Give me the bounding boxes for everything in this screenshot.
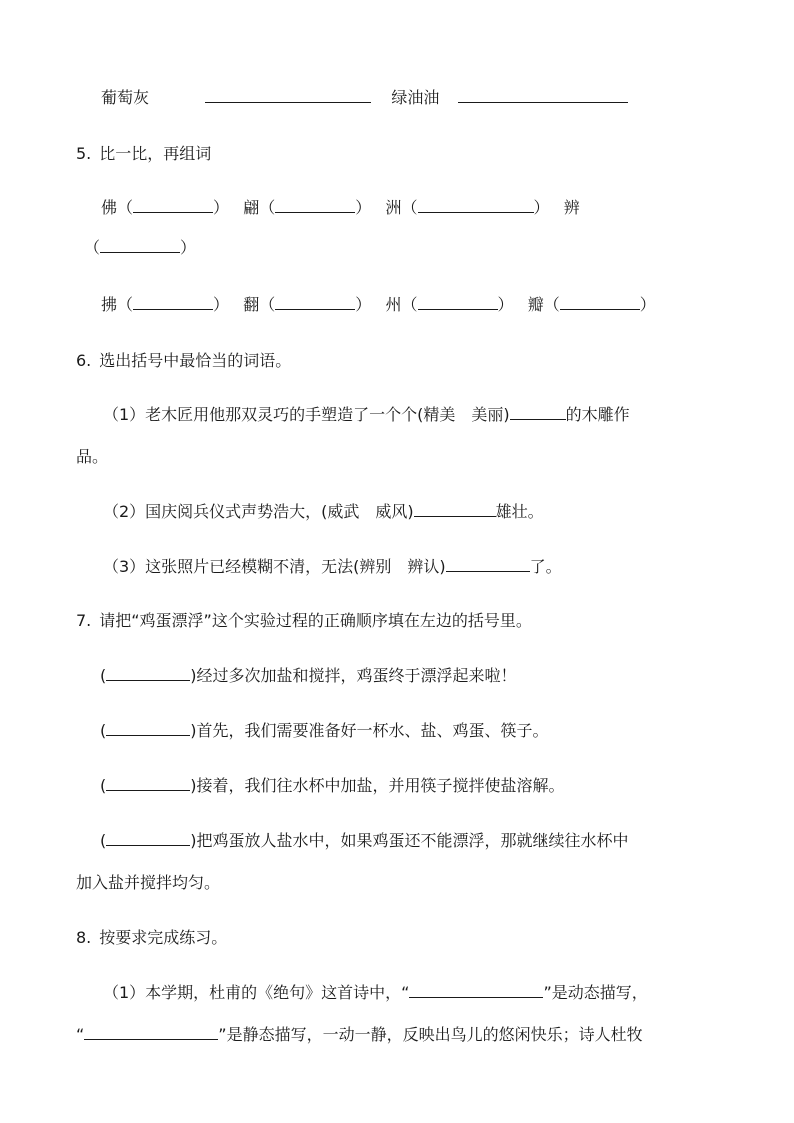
blank-ban[interactable] (560, 294, 640, 310)
blank-green-oily[interactable] (458, 87, 628, 103)
word-green-oily: 绿油油 (391, 88, 440, 107)
blank-zhou-state[interactable] (418, 294, 498, 310)
word-grape-gray: 葡萄灰 (101, 88, 150, 107)
q6-item1: （1）老木匠用他那双灵巧的手塑造了一个个(精美 美丽) 的木雕作 (103, 405, 630, 424)
blank-q7-3[interactable] (106, 775, 190, 791)
q5-row1-wrap: （ ） (84, 238, 197, 257)
blank-q6-1[interactable] (510, 404, 566, 420)
blank-q7-4[interactable] (106, 830, 190, 846)
q6-item3: （3）这张照片已经模糊不清，无法(辨别 辨认) 了。 (103, 557, 562, 576)
q8-title: 8. 按要求完成练习。 (76, 928, 228, 947)
q7-step-d-wrap: 加入盐并搅拌均匀。 (76, 873, 221, 892)
q5-row2: 拂（ ） 翻（ ） 州（ ） 瓣（ ） (101, 295, 656, 314)
q6-title: 6. 选出括号中最恰当的词语。 (76, 351, 292, 370)
q7-step-c: ( )接着，我们往水杯中加盐，并用筷子搅拌使盐溶解。 (100, 776, 565, 795)
blank-fo[interactable] (133, 197, 213, 213)
q5-title: 5. 比一比，再组词 (76, 144, 212, 163)
blank-q7-2[interactable] (106, 720, 190, 736)
q7-title: 7. 请把“鸡蛋漂浮”这个实验过程的正确顺序填在左边的括号里。 (76, 611, 532, 630)
blank-q8-dynamic[interactable] (409, 982, 543, 998)
blank-q7-1[interactable] (106, 665, 190, 681)
blank-q8-static[interactable] (84, 1024, 218, 1040)
grape-row (101, 87, 628, 109)
blank-grape-gray[interactable] (205, 87, 371, 103)
q7-step-d: ( )把鸡蛋放人盐水中，如果鸡蛋还不能漂浮，那就继续往水杯中 (100, 831, 629, 850)
blank-fu[interactable] (133, 294, 213, 310)
blank-pian[interactable] (275, 197, 355, 213)
blank-zhou-continent[interactable] (418, 197, 534, 213)
q8-item1: （1）本学期，杜甫的《绝句》这首诗中，“ ”是动态描写， (103, 983, 648, 1002)
q6-item1-wrap: 品。 (76, 447, 109, 466)
q6-item2: （2）国庆阅兵仪式声势浩大，(威武 威风) 雄壮。 (103, 502, 544, 521)
q7-step-a: ( )经过多次加盐和搅拌，鸡蛋终于漂浮起来啦！ (100, 666, 517, 685)
q7-step-b: ( )首先，我们需要准备好一杯水、盐、鸡蛋、筷子。 (100, 721, 549, 740)
blank-fan[interactable] (275, 294, 355, 310)
blank-bian[interactable] (100, 237, 180, 253)
q5-row1: 佛（ ） 翩（ ） 洲（ ） 辨 (101, 198, 580, 217)
blank-q6-3[interactable] (446, 556, 530, 572)
blank-q6-2[interactable] (414, 501, 496, 517)
q8-item1-wrap: “ ”是静态描写，一动一静，反映出鸟儿的悠闲快乐；诗人杜牧 (76, 1025, 643, 1044)
